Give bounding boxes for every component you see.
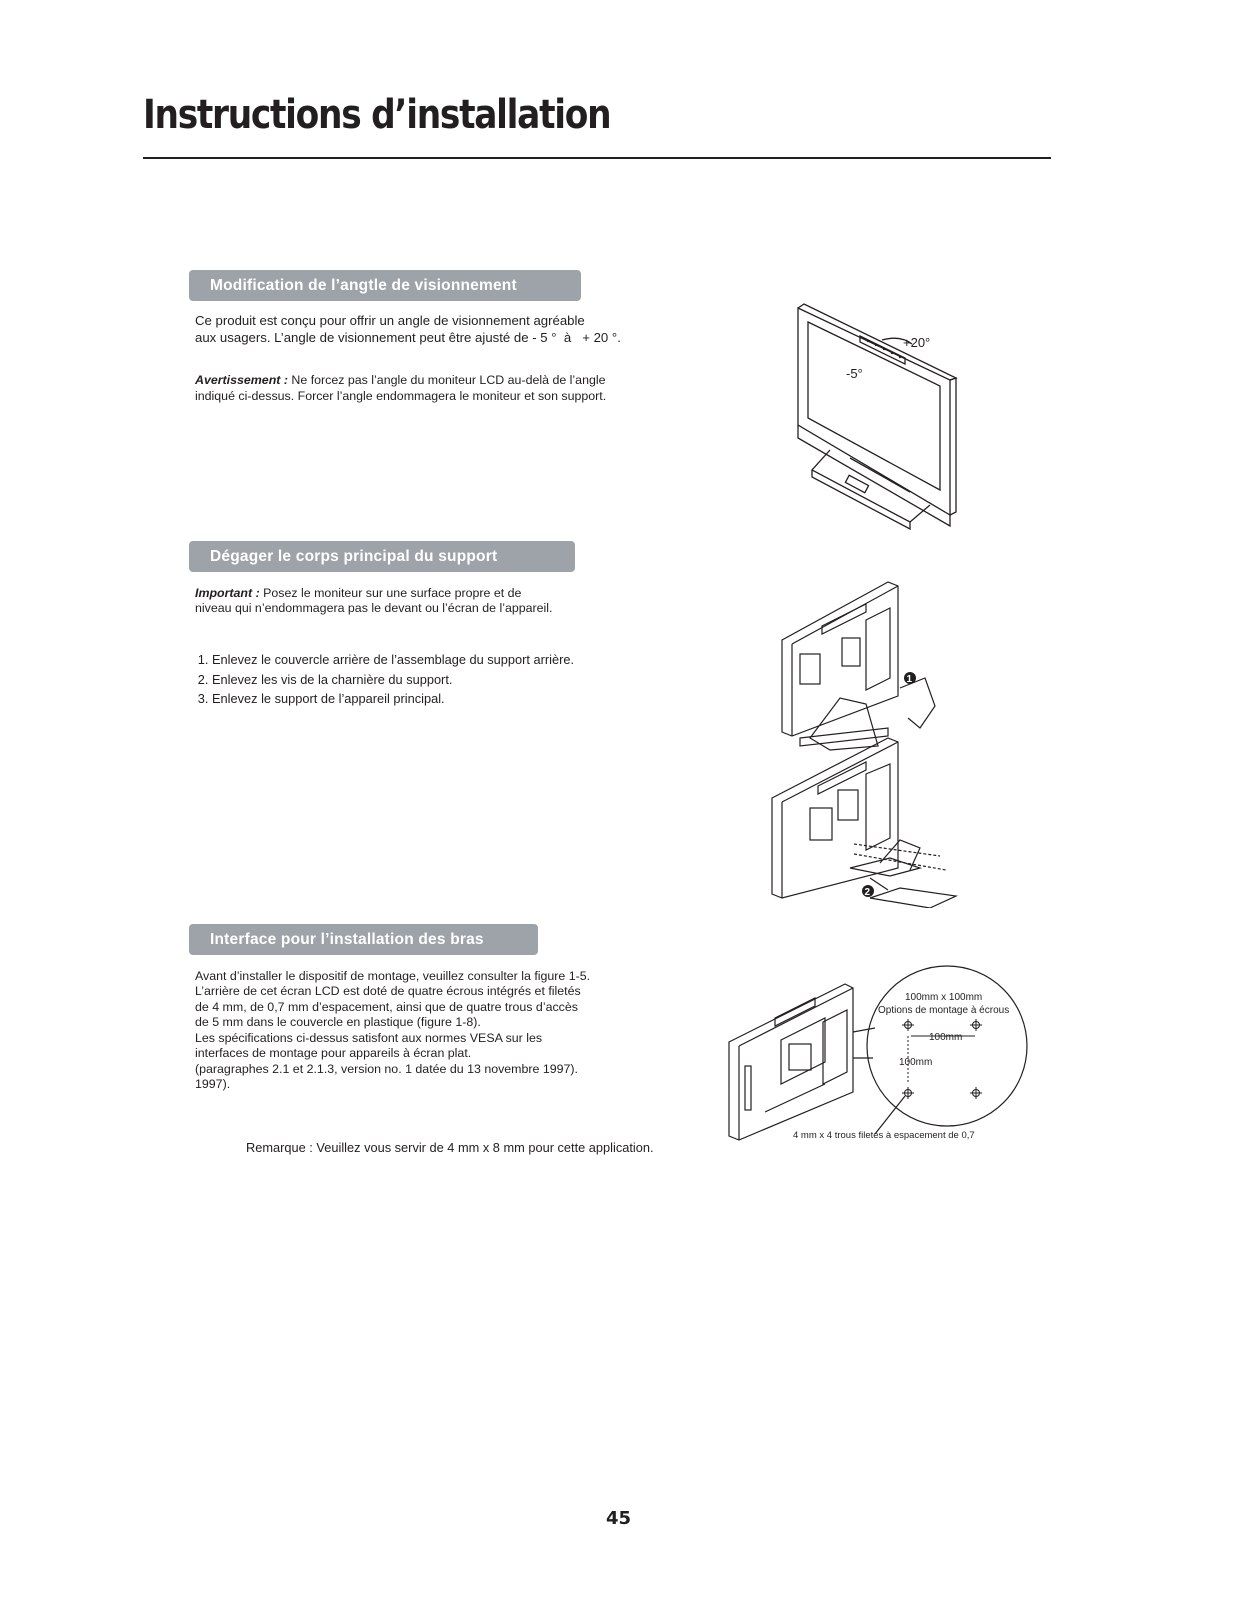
angle-paragraph-line-2: aux usagers. L’angle de visionnement peut être ajusté de - 5 ° à + 20 °. [195,330,621,345]
section-heading-viewing-angle: Modification de l’angtle de visionnement [189,270,581,301]
vesa-mount-figure [725,962,1035,1147]
vesa-size-label: 100mm x 100mm [905,992,983,1003]
warning-label: Avertissement : [195,373,288,387]
vesa-line-5: Les spécifications ci-dessus satisfont aux normes VESA sur les [195,1031,543,1045]
warning-text-1: Ne forcez pas l’angle du moniteur LCD au-delà de l’angle [287,373,606,387]
vesa-line-6: interfaces de montage pour appareils à écran plat. [195,1046,472,1060]
vesa-options-label: Options de montage à écrous [878,1005,1010,1016]
warning-line-2: indiqué ci-dessus. Forcer l’angle endommagera le moniteur et son support. [195,389,607,403]
vesa-holes-caption: 4 mm x 4 trous filetés à espacement de 0,7 [793,1130,975,1141]
vesa-horizontal-dim: 100mm [929,1032,963,1043]
warning-line-1 [195,373,606,389]
stand-removal-steps [196,650,574,709]
important-text-1: Posez le moniteur sur une surface propre et de [259,586,522,600]
section-heading-arm-interface: Interface pour l’installation des bras [189,924,538,955]
page-title: Instructions d’installation [143,92,611,138]
vesa-line-3: de 4 mm, de 0,7 mm d’espacement, ainsi que de quatre trous d’accès [195,1000,578,1014]
step1-badge: 1 [906,674,913,685]
page-number: 45 [605,1508,632,1529]
important-line-2: niveau qui n’endommagera pas le devant ou l’écran de l’appareil. [195,601,553,615]
step-item: 1. Enlevez le couvercle arrière de l’assemblage du support arrière. [212,650,574,670]
title-rule [143,157,1051,159]
tilt-angle-figure [790,300,960,530]
important-line-1 [195,586,521,602]
vesa-vertical-dim: 100mm [899,1057,933,1068]
important-label: Important : [195,586,260,600]
screw-note: Remarque : Veuillez vous servir de 4 mm x 8 mm pour cette application. [246,1140,654,1155]
vesa-line-4: de 5 mm dans le couvercle en plastique (figure 1-8). [195,1015,481,1029]
vesa-line-8: 1997). [195,1077,231,1091]
stand-removal-figure [770,578,970,908]
step-item: 3. Enlevez le support de l’appareil principal. [212,689,574,709]
vesa-line-7: (paragraphes 2.1 et 2.1.3, version no. 1 datée du 13 novembre 1997). [195,1062,578,1076]
vesa-line-1: Avant d’installer le dispositif de montage, veuillez consulter la figure 1-5. [195,969,591,983]
angle-paragraph-line-1: Ce produit est conçu pour offrir un angle de visionnement agréable [195,313,585,328]
section-heading-remove-stand: Dégager le corps principal du support [189,541,575,572]
tilt-minus-label: -5° [846,366,863,381]
step2-badge: 2 [864,887,871,898]
tilt-plus-label: +20° [903,335,931,350]
step-item: 2. Enlevez les vis de la charnière du support. [212,670,574,690]
vesa-line-2: L’arrière de cet écran LCD est doté de quatre écrous intégrés et filetés [195,984,581,998]
